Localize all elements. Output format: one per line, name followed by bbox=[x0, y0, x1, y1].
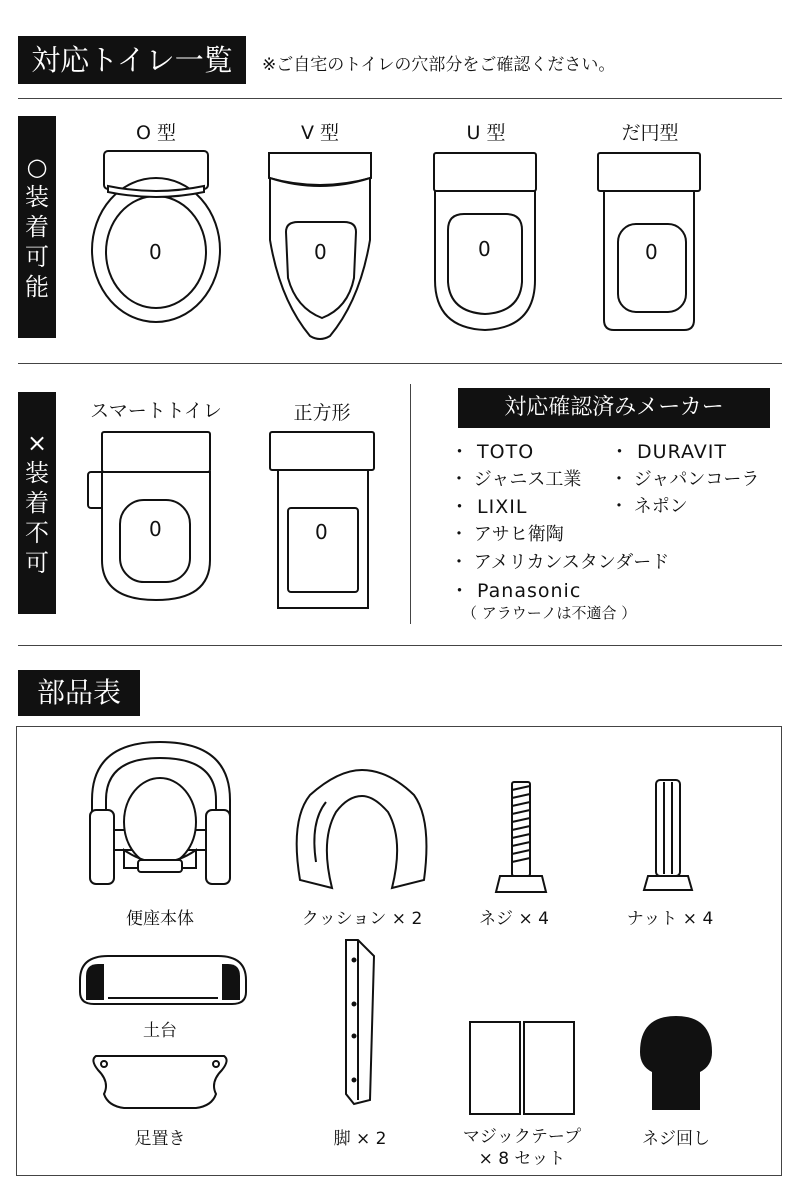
type-label-smart: スマートトイレ bbox=[90, 400, 222, 422]
type-label-square: 正方形 bbox=[293, 402, 351, 424]
part-label-base: 土台 bbox=[143, 1021, 177, 1041]
ng-label-char: 着 bbox=[25, 489, 49, 517]
maker-item: ・ ネポン bbox=[610, 496, 688, 517]
maker-item: ・ Panasonic bbox=[450, 580, 582, 602]
ok-label-char: 可 bbox=[25, 243, 49, 271]
hole-mark: 0 bbox=[149, 240, 162, 264]
maker-item: ・ LIXIL bbox=[450, 496, 528, 518]
panasonic-note: （ アラウーノは不適合 ） bbox=[462, 604, 637, 622]
ng-label-char: 可 bbox=[25, 549, 49, 577]
ng-label-char: × bbox=[26, 429, 48, 457]
part-label-nut: ナット × 4 bbox=[626, 909, 714, 929]
hole-mark: 0 bbox=[478, 237, 491, 261]
type-label-oval: だ円型 bbox=[621, 122, 679, 144]
maker-item: ・ アサヒ衛陶 bbox=[450, 524, 564, 545]
ok-label-char: 装 bbox=[25, 183, 49, 211]
type-label-o: O 型 bbox=[136, 122, 176, 144]
ok-label-char: ○ bbox=[26, 153, 48, 181]
hole-mark: 0 bbox=[315, 520, 328, 544]
compat-note: ※ご自宅のトイレの穴部分をご確認ください。 bbox=[262, 55, 616, 75]
type-label-u: U 型 bbox=[466, 122, 506, 144]
maker-item: ・ TOTO bbox=[450, 441, 535, 463]
hole-mark: 0 bbox=[149, 517, 162, 541]
part-label-velcro: マジックテープ bbox=[462, 1127, 582, 1147]
part-label-seat: 便座本体 bbox=[126, 909, 194, 929]
ng-label-char: 装 bbox=[25, 459, 49, 487]
parts-title: 部品表 bbox=[18, 670, 140, 716]
ng-label-char: 不 bbox=[25, 519, 49, 547]
compat-title: 対応トイレ一覧 bbox=[18, 36, 246, 84]
ok-label-char: 能 bbox=[25, 273, 49, 301]
part-label-leg: 脚 × 2 bbox=[333, 1129, 387, 1149]
makers-title: 対応確認済みメーカー bbox=[458, 388, 770, 428]
ok-label-char: 着 bbox=[25, 213, 49, 241]
maker-item: ・ ジャニス工業 bbox=[450, 469, 582, 490]
type-label-v: V 型 bbox=[300, 122, 340, 144]
hole-mark: 0 bbox=[645, 240, 658, 264]
maker-item: ・ ジャパンコーラ bbox=[610, 469, 760, 490]
part-label-footrest: 足置き bbox=[134, 1129, 186, 1149]
maker-item: ・ DURAVIT bbox=[610, 441, 727, 463]
part-label-screw: ネジ × 4 bbox=[479, 909, 549, 929]
hole-mark: 0 bbox=[314, 240, 327, 264]
part-label-velcro-count: × 8 セット bbox=[478, 1149, 566, 1169]
part-label-cushion: クッション × 2 bbox=[301, 909, 423, 929]
maker-item: ・ アメリカンスタンダード bbox=[450, 552, 670, 573]
part-label-screw-tool: ネジ回し bbox=[642, 1129, 710, 1149]
